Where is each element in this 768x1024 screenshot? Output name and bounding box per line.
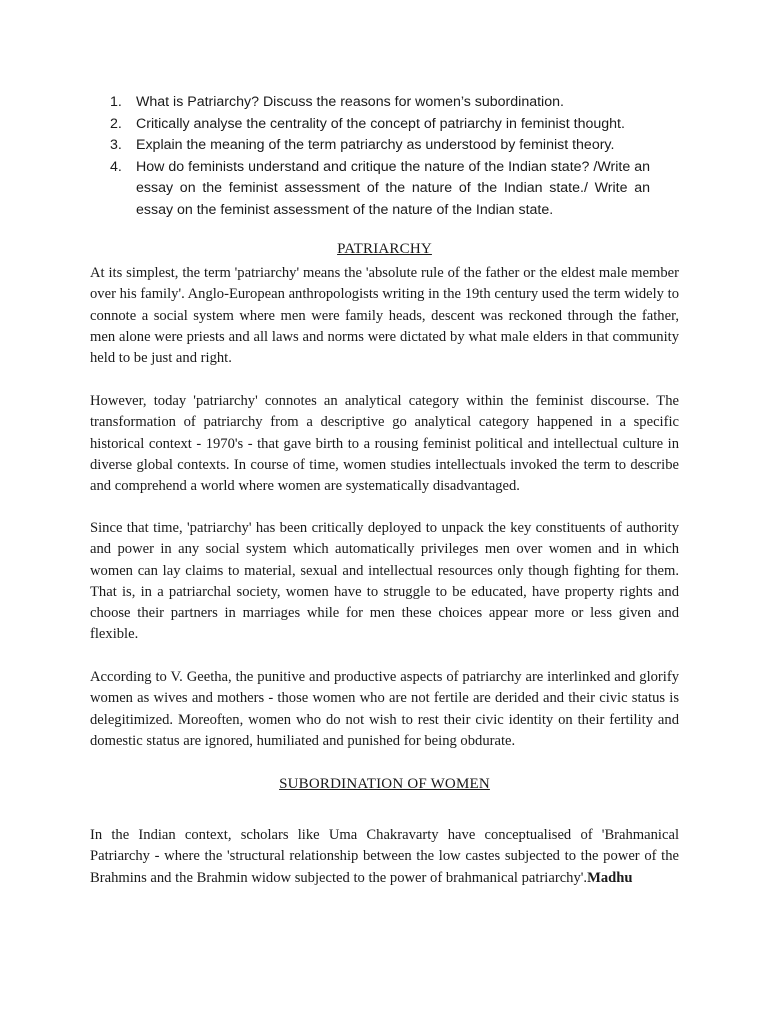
paragraph-definition: At its simplest, the term 'patriarchy' means the 'absolute rule of the father or the eldest male member over his family'. Anglo-European anthropologists writing in the 19th century used the term widely to connote a social system where men were family heads, descent was reckoned through the father, men alone were priests and all laws and norms were dictated by what male elders in that community held to be just and right.: [90, 265, 679, 367]
section-heading-subordination: SUBORDINATION OF WOMEN: [279, 776, 490, 792]
paragraph-brahmanical-patriarchy: [90, 825, 679, 889]
paragraph-text: In the Indian context, scholars like Uma Chakravarty have conceptualised of 'Brahmanical Patriarchy - where the 'structural relationship between the low castes subjected to the power of the Brahmins and the Brahmin widow subjected to the power of brahmanical patriarchy'.: [90, 827, 679, 886]
question-item: [110, 135, 650, 157]
question-text: Explain the meaning of the term patriarchy as understood by feminist theory.: [136, 137, 615, 153]
paragraph-authority-power: Since that time, 'patriarchy' has been critically deployed to unpack the key constituents of authority and power in any social system which automatically privileges men over women and in which women can lay claims to material, sexual and intellectual resources only though fighting for them. That is, in a patriarchal society, women have to struggle to be educated, have property rights and choose their partners in marriages while for men these choices appear more or less given and flexible.: [90, 520, 679, 643]
paragraph-analytical-category: However, today 'patriarchy' connotes an analytical category within the feminist discourse. The transformation of patriarchy from a descriptive go analytical category happened in a specific historical context - 1970's - that gave birth to a rousing feminist political and intellectual culture in diverse global contexts. In course of time, women studies intellectuals invoked the term to describe and comprehend a world where women are systematically disadvantaged.: [90, 393, 679, 495]
question-text: Critically analyse the centrality of the concept of patriarchy in feminist thought.: [136, 115, 625, 132]
question-number: 4.: [110, 158, 122, 175]
question-list: [110, 92, 650, 221]
section-heading-patriarchy: PATRIARCHY: [337, 241, 432, 257]
question-text: What is Patriarchy? Discuss the reasons for women’s subordination.: [136, 94, 564, 110]
question-number: 3.: [110, 137, 122, 153]
paragraph-bold-tail: Madhu: [587, 869, 633, 886]
paragraph-geetha: According to V. Geetha, the punitive and productive aspects of patriarchy are interlinked and glorify women as wives and mothers - those women who are not fertile are derided and their civic status is delegitimized. Moreoften, women who do not wish to rest their civic identity on their fertility and domestic status are ignored, humiliated and punished for being obdurate.: [90, 669, 679, 749]
question-text: How do feminists understand and critique the nature of the Indian state? /Write an essay on the feminist assessment of the nature of the Indian state./ Write an essay on the feminist assessment of the nature of the Indian state.: [136, 158, 650, 218]
question-item: [110, 157, 650, 222]
question-number: 2.: [110, 115, 122, 132]
question-item: [110, 92, 650, 114]
question-number: 1.: [110, 94, 122, 110]
question-item: [110, 114, 650, 136]
